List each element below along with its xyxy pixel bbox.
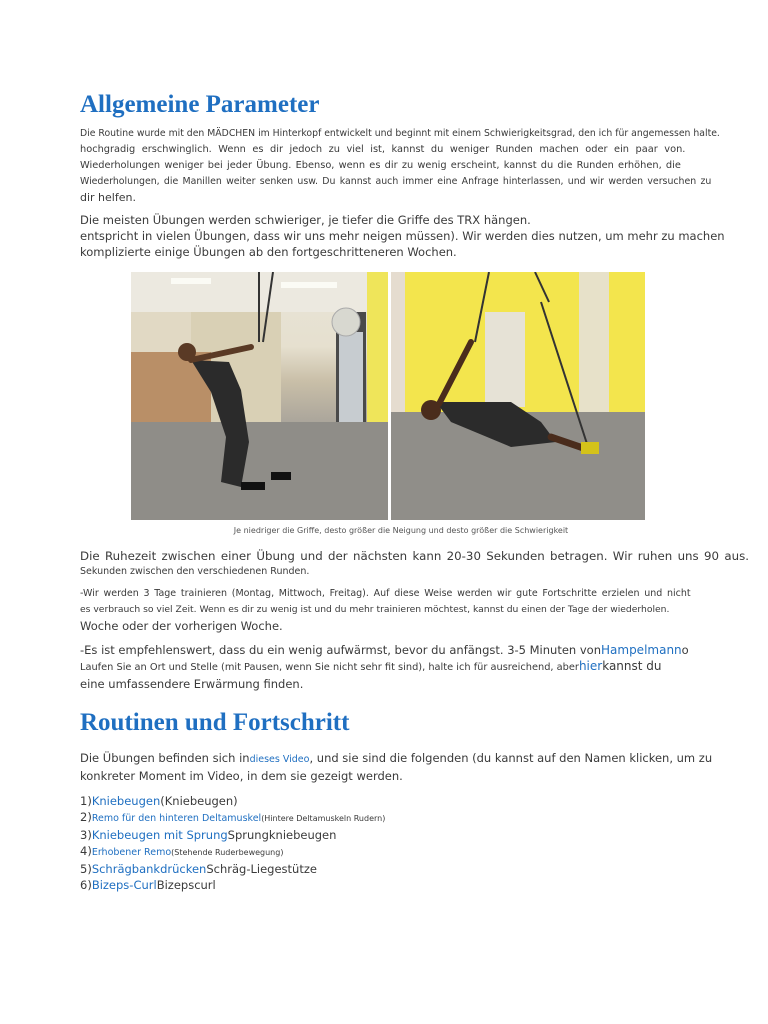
exercise-link[interactable]: Remo für den hinteren Deltamuskel bbox=[91, 813, 262, 824]
item-desc: Sprungkniebeugen bbox=[227, 828, 337, 842]
text-line bbox=[80, 642, 722, 658]
text-line: Woche oder der vorherigen Woche. bbox=[80, 619, 283, 633]
item-number: 6) bbox=[80, 878, 92, 892]
photo-caption: Je niedriger die Griffe, desto größer die Neigung und desto größer die Schwierigkeit bbox=[233, 526, 569, 535]
paragraph-rest-time bbox=[80, 548, 749, 580]
text-line: eine umfassendere Erwärmung finden. bbox=[80, 677, 304, 691]
item-desc: (Kniebeugen) bbox=[160, 794, 238, 808]
exercise-item-3 bbox=[80, 827, 722, 843]
exercise-item-4 bbox=[80, 843, 722, 861]
exercise-item-5 bbox=[80, 861, 722, 877]
link-hampelmann[interactable]: Hampelmann bbox=[601, 643, 682, 657]
text-segment: Die Übungen befinden sich in bbox=[80, 751, 250, 765]
exercise-link[interactable]: Bizeps-Curl bbox=[91, 878, 157, 892]
exercise-list bbox=[80, 793, 722, 893]
paragraph-intro bbox=[80, 126, 722, 206]
text-segment: o bbox=[681, 643, 689, 657]
item-number: 4) bbox=[80, 844, 92, 858]
photo-trx-low bbox=[391, 272, 645, 520]
item-number: 5) bbox=[80, 862, 92, 876]
text-line bbox=[80, 658, 722, 676]
text-segment: , und sie sind die folgenden (du kannst auf den Namen klicken, um zu bbox=[309, 751, 713, 765]
paragraph-grips bbox=[80, 212, 725, 260]
item-number: 3) bbox=[80, 828, 92, 842]
article bbox=[80, 88, 749, 893]
exercise-link[interactable]: Kniebeugen mit Sprung bbox=[91, 828, 228, 842]
text-line: komplizierte einige Übungen ab den fortgeschritteneren Wochen. bbox=[80, 245, 457, 259]
paragraph-warmup bbox=[80, 642, 722, 692]
text-line: Die meisten Übungen werden schwieriger, je tiefer die Griffe des TRX hängen. bbox=[80, 213, 531, 227]
item-number: 2) bbox=[80, 810, 92, 824]
exercise-link[interactable]: Erhobener Remo bbox=[91, 847, 172, 858]
photo-trx-upright bbox=[131, 272, 388, 520]
section-heading-general-parameters: Allgemeine Parameter bbox=[80, 91, 320, 118]
text-line: Sekunden zwischen den verschiedenen Runden. bbox=[80, 566, 310, 577]
text-line: Wiederholungen, die Manillen weiter senken usw. Du kannst auch immer eine Anfrage hinterlassen, und wir werden versuchen zu bbox=[80, 176, 712, 187]
exercise-item-2 bbox=[80, 809, 722, 827]
exercise-link[interactable]: Schrägbankdrücken bbox=[91, 862, 207, 876]
text-segment: -Es ist empfehlenswert, dass du ein wenig aufwärmst, bevor du anfängst. 3-5 Minuten von bbox=[80, 643, 601, 657]
link-video[interactable]: dieses Video bbox=[249, 754, 310, 765]
text-line: hochgradig erschwinglich. Wenn es dir jedoch zu viel ist, kannst du weniger Runden machen oder ein paar von. bbox=[80, 144, 686, 155]
text-segment: Laufen Sie an Ort und Stelle (mit Pausen, wenn Sie nicht sehr fit sind), halte ich für ausreichend, aber bbox=[80, 662, 579, 673]
exercise-link[interactable]: Kniebeugen bbox=[91, 794, 161, 808]
text-segment: kannst du bbox=[602, 659, 662, 673]
exercise-item-6 bbox=[80, 877, 722, 893]
item-desc: Bizepscurl bbox=[156, 878, 216, 892]
paragraph-schedule bbox=[80, 586, 722, 634]
text-line: dir helfen. bbox=[80, 191, 136, 204]
text-line: Wiederholungen weniger bei jeder Übung. Ebenso, wenn es dir zu wenig erscheint, kannst du die Runden erhöhen, die bbox=[80, 160, 681, 171]
link-hier[interactable]: hier bbox=[578, 659, 603, 673]
exercise-item-1 bbox=[80, 793, 722, 809]
text-line: Die Routine wurde mit den MÄDCHEN im Hinterkopf entwickelt und beginnt mit einem Schwierigkeitsgrad, den ich für angemessen halte. bbox=[80, 128, 720, 139]
text-line: konkreter Moment im Video, in dem sie gezeigt werden. bbox=[80, 769, 403, 783]
text-line: es verbrauch so viel Zeit. Wenn es dir zu wenig ist und du mehr trainieren möchtest, kannst du einen der Tage der wiederholen. bbox=[80, 604, 670, 615]
text-line: Die Ruhezeit zwischen einer Übung und der nächsten kann 20-30 Sekunden betragen. Wir ruhen uns 90 aus. bbox=[80, 549, 749, 563]
item-desc: Schräg-Liegestütze bbox=[206, 862, 317, 876]
paragraph-exercises-intro bbox=[80, 750, 722, 784]
item-number: 1) bbox=[80, 794, 92, 808]
item-desc: (Stehende Ruderbewegung) bbox=[171, 848, 284, 857]
text-line: entspricht in vielen Übungen, dass wir uns mehr neigen müssen). Wir werden dies nutzen, um mehr zu machen bbox=[80, 229, 725, 243]
trx-photo bbox=[131, 272, 645, 520]
item-desc: (Hintere Deltamuskeln Rudern) bbox=[261, 814, 386, 823]
text-line bbox=[80, 750, 722, 768]
text-line: -Wir werden 3 Tage trainieren (Montag, Mittwoch, Freitag). Auf diese Weise werden wir gute Fortschritte erzielen und nicht bbox=[80, 588, 691, 599]
section-heading-routines: Routinen und Fortschritt bbox=[80, 709, 350, 736]
